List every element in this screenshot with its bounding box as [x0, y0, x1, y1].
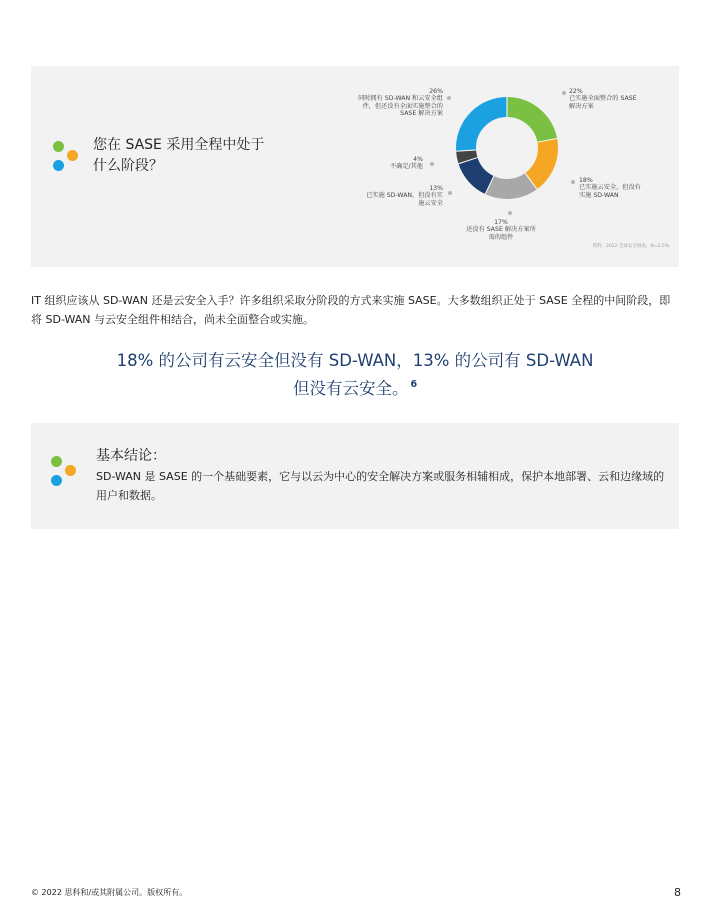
- leader-dot: [448, 191, 452, 195]
- leader-dot: [562, 91, 566, 95]
- chart-source-note: 资料：2022 全球安全调查，N=2,5%: [592, 244, 669, 249]
- leader-dot: [508, 211, 512, 215]
- dots-logo-icon: [51, 456, 81, 488]
- highlight-statement: [31, 349, 679, 401]
- leader-dot: [571, 180, 575, 184]
- page-number: 8: [674, 886, 681, 899]
- conclusion-title: 基本结论：: [96, 448, 166, 464]
- question-line-1: 您在 SASE 采用全程中处于: [93, 137, 265, 153]
- highlight-line-1: 18% 的公司有云安全但没有 SD-WAN，13% 的公司有 SD-WAN: [116, 351, 594, 370]
- question-line-2: 什么阶段？: [93, 158, 163, 174]
- footnote-marker: 6: [410, 379, 418, 390]
- slice-label-26: 26% 同时拥有 SD-WAN 和云安全组 件，但还没有全面实施整合的 SASE 解决方案: [358, 88, 443, 118]
- dots-logo-icon: [53, 141, 83, 173]
- chart-question: [93, 135, 293, 177]
- leader-dot: [430, 162, 434, 166]
- slice-label-13: 13% 已实施 SD-WAN，但没有实 施云安全: [366, 185, 443, 207]
- slice-label-17: 17% 还没有 SASE 解决方案所 需的组件: [466, 219, 536, 241]
- conclusion-body: SD-WAN 是 SASE 的一个基础要素，它与以云为中心的安全解决方案或服务相辅相成，保护本地部署、云和边缘域的用户和数据。: [96, 470, 665, 502]
- copyright-footer: © 2022 思科和/或其附属公司。版权所有。: [31, 888, 188, 897]
- conclusion-panel: [31, 423, 679, 529]
- slice-label-22: 22% 已实施全面整合的 SASE 解决方案: [569, 88, 637, 110]
- donut-chart: [452, 93, 562, 203]
- slice-label-18: 18% 已实施云安全，但没有 实施 SD-WAN: [579, 177, 641, 199]
- chart-panel: [31, 66, 679, 267]
- intro-paragraph: IT 组织应该从 SD-WAN 还是云安全入手？许多组织采取分阶段的方式来实施 SASE。大多数组织正处于 SASE 全程的中间阶段，即将 SD-WAN 与云安全组件相结合，尚未全面整合或实施。: [31, 294, 671, 326]
- highlight-line-2: 但没有云安全。 $^6$: [292, 379, 418, 398]
- slice-label-4: 4% 不确定/其他: [389, 156, 423, 171]
- leader-dot: [447, 96, 451, 100]
